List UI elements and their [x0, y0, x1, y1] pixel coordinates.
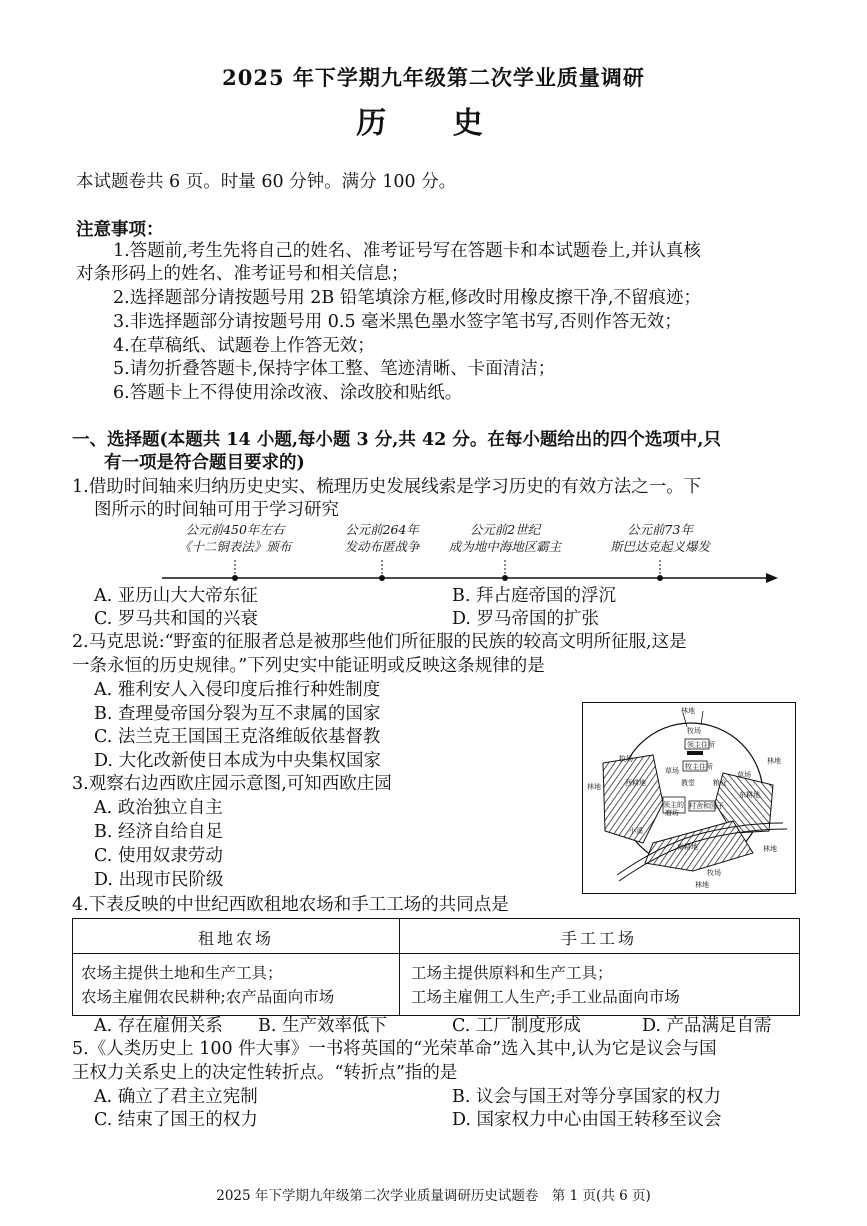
option-b: B. 查理曼帝国分裂为互不隶属的国家	[94, 704, 381, 724]
svg-text:草场: 草场	[737, 771, 751, 779]
question-1-stem: 1.借助时间轴来归纳历史史实、梳理历史发展线索是学习历史的有效方法之一。下	[72, 477, 702, 497]
option-b: B. 经济自给自足	[94, 822, 223, 842]
table-header-workshop: 手工工场	[560, 929, 637, 948]
question-5-stem-cont: 王权力关系史上的决定性转折点。“转折点”指的是	[72, 1063, 458, 1083]
notice-heading: 注意事项：	[76, 220, 164, 240]
exam-intro: 本试题卷共 6 页。时量 60 分钟。满分 100 分。	[76, 172, 457, 192]
question-4-stem: 4.下表反映的中世纪西欧租地农场和手工工场的共同点是	[72, 895, 509, 915]
option-d: D. 大化改新使日本成为中央集权国家	[94, 751, 382, 771]
svg-text:林地: 林地	[767, 757, 781, 765]
svg-text:西耕地: 西耕地	[625, 779, 646, 787]
svg-text:领主的: 领主的	[663, 801, 684, 809]
option-c: C. 工厂制度形成	[452, 1016, 581, 1036]
option-a: A. 政治独立自主	[94, 798, 223, 818]
timeline-event: 发动布匿战争	[344, 539, 420, 554]
manor-map	[582, 702, 796, 894]
svg-text:草场: 草场	[665, 767, 679, 775]
option-c: C. 使用奴隶劳动	[94, 846, 223, 866]
option-d: D. 出现市民阶级	[94, 870, 224, 890]
svg-text:牧场: 牧场	[619, 755, 633, 763]
section-heading: 一、选择题(本题共 14 小题,每小题 3 分,共 42 分。在每小题给出的四个选项中,只	[72, 430, 721, 450]
table-cell: 工场主雇佣工人生产;手工业品面向市场	[411, 988, 680, 1006]
subject-title: 历 史	[356, 106, 511, 141]
exam-title: 2025 年下学期九年级第二次学业质量调研	[222, 65, 645, 90]
option-c: C. 法兰克王国国王克洛维皈依基督教	[94, 727, 381, 747]
timeline-date: 公元前264年	[345, 522, 419, 537]
svg-text:牧主住所: 牧主住所	[685, 763, 713, 771]
table-cell: 农场主提供土地和生产工具；	[81, 964, 283, 982]
option-d: D. 产品满足自需	[642, 1016, 772, 1036]
option-b: B. 议会与国王对等分享国家的权力	[452, 1087, 721, 1107]
option-b: B. 拜占庭帝国的浮沉	[452, 586, 616, 606]
table-header-farm: 租地农场	[197, 929, 274, 948]
timeline-event: 成为地中海地区霸主	[448, 539, 562, 554]
section-heading-cont: 有一项是符合题目要求的)	[104, 453, 305, 473]
svg-text:林地: 林地	[763, 845, 777, 853]
question-5-stem: 5.《人类历史上 100 件大事》一书将英国的“光荣革命”选入其中,认为它是议会与国	[72, 1039, 717, 1059]
option-a: A. 存在雇佣关系	[94, 1016, 223, 1036]
notice-item: 6.答题卡上不得使用涂改液、涂改胶和贴纸。	[113, 383, 463, 403]
notice-item: 对条形码上的姓名、准考证号和相关信息；	[76, 264, 409, 284]
notice-item: 2.选择题部分请按题号用 2B 铅笔填涂方框,修改时用橡皮擦干净,不留痕迹；	[113, 288, 701, 308]
option-c: C. 罗马共和国的兴衰	[94, 609, 258, 629]
option-a: A. 确立了君主立宪制	[94, 1087, 258, 1107]
page-footer: 2025 年下学期九年级第二次学业质量调研历史试题卷 第 1 页(共 6 页)	[216, 1188, 651, 1204]
svg-text:牧场: 牧场	[687, 727, 701, 735]
option-d: D. 罗马帝国的扩张	[452, 609, 600, 629]
option-a: A. 雅利安人入侵印度后推行种姓制度	[94, 680, 381, 700]
svg-text:牧场: 牧场	[707, 869, 721, 877]
timeline-date: 公元前450年左右	[185, 522, 285, 537]
svg-text:东耕地: 东耕地	[739, 791, 760, 799]
svg-text:林地: 林地	[587, 783, 601, 791]
svg-text:小溪: 小溪	[629, 827, 643, 835]
timeline-event: 斯巴达克起义爆发	[609, 539, 710, 554]
notice-item: 3.非选择题部分请按题号用 0.5 毫米黑色墨水签字笔书写,否则作答无效；	[113, 312, 682, 332]
svg-text:教堂: 教堂	[681, 779, 695, 787]
comparison-table	[72, 918, 800, 1016]
svg-text:南耕地: 南耕地	[677, 843, 698, 851]
question-2-stem-cont: 一条永恒的历史规律。”下列史实中能证明或反映这条规律的是	[72, 656, 545, 676]
timeline-date: 公元前73年	[627, 522, 693, 537]
table-cell: 农场主雇佣农民耕种;农产品面向市场	[81, 988, 335, 1006]
svg-text:村舍和园子: 村舍和园子	[689, 802, 724, 810]
option-a: A. 亚历山大大帝东征	[94, 586, 258, 606]
timeline-date: 公元前2世纪	[469, 522, 541, 537]
question-3-stem: 3.观察右边西欧庄园示意图,可知西欧庄园	[72, 774, 392, 794]
option-d: D. 国家权力中心由国王转移至议会	[452, 1110, 722, 1130]
notice-item: 4.在草稿纸、试题卷上作答无效；	[113, 336, 375, 356]
table-cell: 工场主提供原料和生产工具；	[411, 964, 613, 982]
option-c: C. 结束了国王的权力	[94, 1110, 258, 1130]
option-b: B. 生产效率低下	[258, 1016, 387, 1036]
svg-text:林地: 林地	[695, 881, 709, 889]
svg-text:林地: 林地	[681, 707, 695, 715]
svg-text:磨坊: 磨坊	[665, 809, 679, 817]
notice-item: 1.答题前,考生先将自己的姓名、准考证号写在答题卡和本试题卷上,并认真核	[113, 241, 701, 261]
svg-text:领主住所: 领主住所	[687, 741, 715, 749]
question-1-stem-cont: 图所示的时间轴可用于学习研究	[94, 500, 339, 520]
svg-text:粮仓: 粮仓	[713, 779, 727, 787]
question-2-stem: 2.马克思说:“野蛮的征服者总是被那些他们所征服的民族的较高文明所征服,这是	[72, 632, 687, 652]
timeline-event: 《十二铜表法》颁布	[178, 539, 292, 554]
notice-item: 5.请勿折叠答题卡,保持字体工整、笔迹清晰、卡面清洁；	[113, 359, 556, 379]
